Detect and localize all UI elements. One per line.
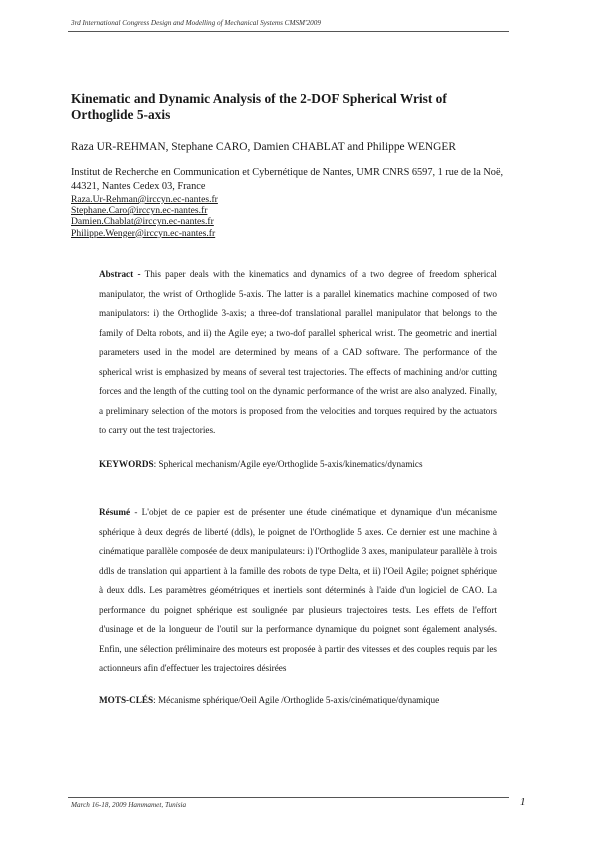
running-header: 3rd International Congress Design and Modelling of Mechanical Systems CMSM'2009 xyxy=(71,19,321,27)
abstract xyxy=(99,265,497,441)
header-divider xyxy=(68,31,509,32)
affiliation: Institut de Recherche en Communication et Cybernétique de Nantes, UMR CNRS 6597, 1 rue de la Noë, 44321, Nantes Cedex 03, France xyxy=(71,167,504,192)
authors: Raza UR-REHMAN, Stephane CARO, Damien CHABLAT and Philippe WENGER xyxy=(71,141,456,153)
page-number: 1 xyxy=(520,796,526,808)
email-link[interactable]: Damien.Chablat@irccyn.ec-nantes.fr xyxy=(71,216,214,228)
email-list xyxy=(71,194,218,239)
paper-title: Kinematic and Dynamic Analysis of the 2-DOF Spherical Wrist of Orthoglide 5-axis xyxy=(71,91,447,122)
resume-label: Résumé xyxy=(99,507,131,517)
mots-cles: MOTS-CLÉS: Mécanisme sphérique/Oeil Agile /Orthoglide 5-axis/cinématique/dynamique xyxy=(99,695,440,705)
email-link[interactable]: Stephane.Caro@irccyn.ec-nantes.fr xyxy=(71,205,208,217)
mots-cles-text: Mécanisme sphérique/Oeil Agile /Orthoglide 5-axis/cinématique/dynamique xyxy=(157,695,440,705)
abstract-label: Abstract - xyxy=(99,269,141,279)
keywords-text: Spherical mechanism/Agile eye/Orthoglide 5-axis/kinematics/dynamics xyxy=(158,459,423,469)
abstract-text: This paper deals with the kinematics and dynamics of a two degree of freedom spherical manipulator, the wrist of Orthoglide 5-axis. The latter is a parallel kinematics machine composed of two manipulators: i) the Orthoglide 3-axis; a three-dof translational parallel manipulator that belongs to the family of Delta robots, and ii) the Agile eye; a two-dof parallel spherical wrist. The geometric and inertial parameters used in the model are determined by means of a CAD software. The performance of the spherical wrist is emphasized by means of several test trajectories. The effects of machining and/or cutting forces and the length of the cutting tool on the dynamic performance of the wrist are also analyzed. Finally, a preliminary selection of the motors is proposed from the velocities and torques required by the actuators to carry out the test trajectories. xyxy=(99,269,497,435)
email-link[interactable]: Philippe.Wenger@irccyn.ec-nantes.fr xyxy=(71,227,216,239)
keywords-label: KEYWORDS xyxy=(99,459,154,469)
resume-text: - L'objet de ce papier est de présenter une étude cinématique et dynamique d'un mécanisme sphérique à deux degrés de liberté (ddls), le poignet de l'Orthoglide 5 axes. Ce dernier est une machine à cinématique parallèle composée de deux manipulateurs: i) l'Orthoglide 3 axes, manipulateur parallèle à trois ddls de translation qui appartient à la famille des robots de type Delta, et ii) l'Oeil Agile; poignet sphérique à deux ddls. Les paramètres géométriques et inertiels sont déterminés à l'aide d'un logiciel de CAO. La performance du poignet sphérique est soulignée par plusieurs trajectoires tests. Les effets de l'effort d'usinage et de la longueur de l'outil sur la performance dynamique du poignet sont également analysés. Enfin, une sélection préliminaire des moteurs est proposée à partir des vitesses et des couples requis par les actionneurs afin d'effectuer les trajectoires désirées xyxy=(99,507,498,673)
mots-cles-label: MOTS-CLÉS xyxy=(99,695,154,705)
email-link[interactable]: Raza.Ur-Rehman@irccyn.ec-nantes.fr xyxy=(71,194,218,205)
footer-divider xyxy=(68,797,509,798)
keywords: KEYWORDS: Spherical mechanism/Agile eye/Orthoglide 5-axis/kinematics/dynamics xyxy=(99,459,423,469)
footer-text: March 16-18, 2009 Hammamet, Tunisia xyxy=(71,801,187,809)
resume xyxy=(99,503,497,679)
